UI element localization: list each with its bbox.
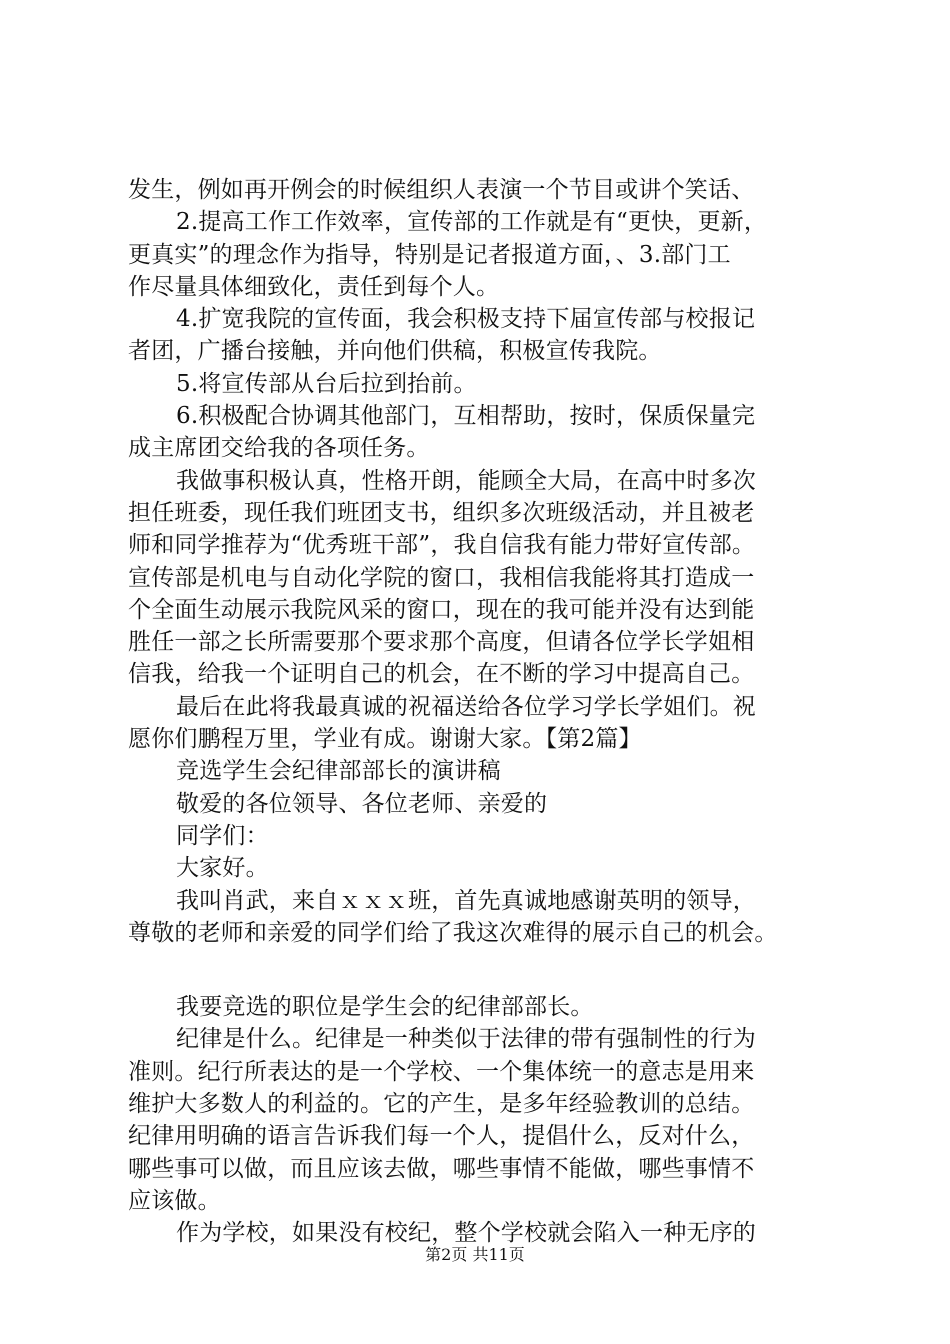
text-line: 宣传部是机电与自动化学院的窗口，我相信我能将其打造成一 [128,564,755,591]
text-line: 更真实”的理念作为指导，特别是记者报道方面，、3.部门工 [128,241,731,268]
text-line: 4.扩宽我院的宣传面，我会积极支持下届宣传部与校报记 [176,306,756,333]
text-line: 我要竞选的职位是学生会的纪律部部长。 [176,994,594,1021]
text-line: 大家好。 [176,855,269,882]
text-line: 尊敬的老师和亲爱的同学们给了我这次难得的展示自己的机会。 [128,919,778,946]
text-line: 成主席团交给我的各项任务。 [128,435,430,462]
text-line: 个全面生动展示我院风采的窗口，现在的我可能并没有达到能 [128,596,755,623]
text-line: 纪律是什么。纪律是一种类似于法律的带有强制性的行为 [176,1026,756,1053]
text-line: 担任班委，现任我们班团支书，组织多次班级活动，并且被老 [128,499,755,526]
paragraph-spacer [128,949,838,991]
text-line: 者团，广播台接触，并向他们供稿，积极宣传我院。 [128,338,662,365]
text-line: 6.积极配合协调其他部门，互相帮助，按时，保质保量完 [176,403,756,430]
text-line: 愿你们鹏程万里，学业有成。谢谢大家。【第2篇】 [128,726,642,753]
text-line: 5.将宣传部从台后拉到抬前。 [176,370,477,397]
document-body [128,174,838,1250]
text-line: 作尽量具体细致化，责任到每个人。 [128,273,500,300]
text-line: 最后在此将我最真诚的祝福送给各位学习学长学姐们。祝 [176,693,756,720]
text-line: 信我，给我一个证明自己的机会，在不断的学习中提高自己。 [128,661,755,688]
text-line: 作为学校，如果没有校纪，整个学校就会陷入一种无序的 [176,1220,756,1247]
text-line: 2.提高工作工作效率，宣传部的工作就是有“更快，更新， [176,209,768,236]
text-line: 维护大多数人的利益的。它的产生，是多年经验教训的总结。 [128,1091,755,1118]
text-line: 发生，例如再开例会的时候组织人表演一个节目或讲个笑话、 [128,177,755,203]
text-line: 胜任一部之长所需要那个要求那个高度，但请各位学长学姐相 [128,629,755,656]
text-line: 我做事积极认真，性格开朗，能顾全大局，在高中时多次 [176,467,756,494]
text-line: 竞选学生会纪律部部长的演讲稿 [176,758,501,785]
text-line: 同学们： [176,822,269,849]
text-line: 敬爱的各位领导、各位老师、亲爱的 [176,790,548,817]
text-line: 准则。纪行所表达的是一个学校、一个集体统一的意志是用来 [128,1058,755,1085]
text-line: 哪些事可以做，而且应该去做，哪些事情不能做，哪些事情不 [128,1155,755,1182]
text-line: 纪律用明确的语言告诉我们每一个人，提倡什么，反对什么， [128,1123,755,1150]
text-line: 师和同学推荐为“优秀班干部”，我自信我有能力带好宣传部。 [128,532,756,559]
page-footer: 第2页 共11页 [425,1245,525,1264]
text-line: 我叫肖武，来自ｘｘｘ班，首先真诚地感谢英明的领导， [176,887,756,914]
text-line: 应该做。 [128,1187,221,1214]
